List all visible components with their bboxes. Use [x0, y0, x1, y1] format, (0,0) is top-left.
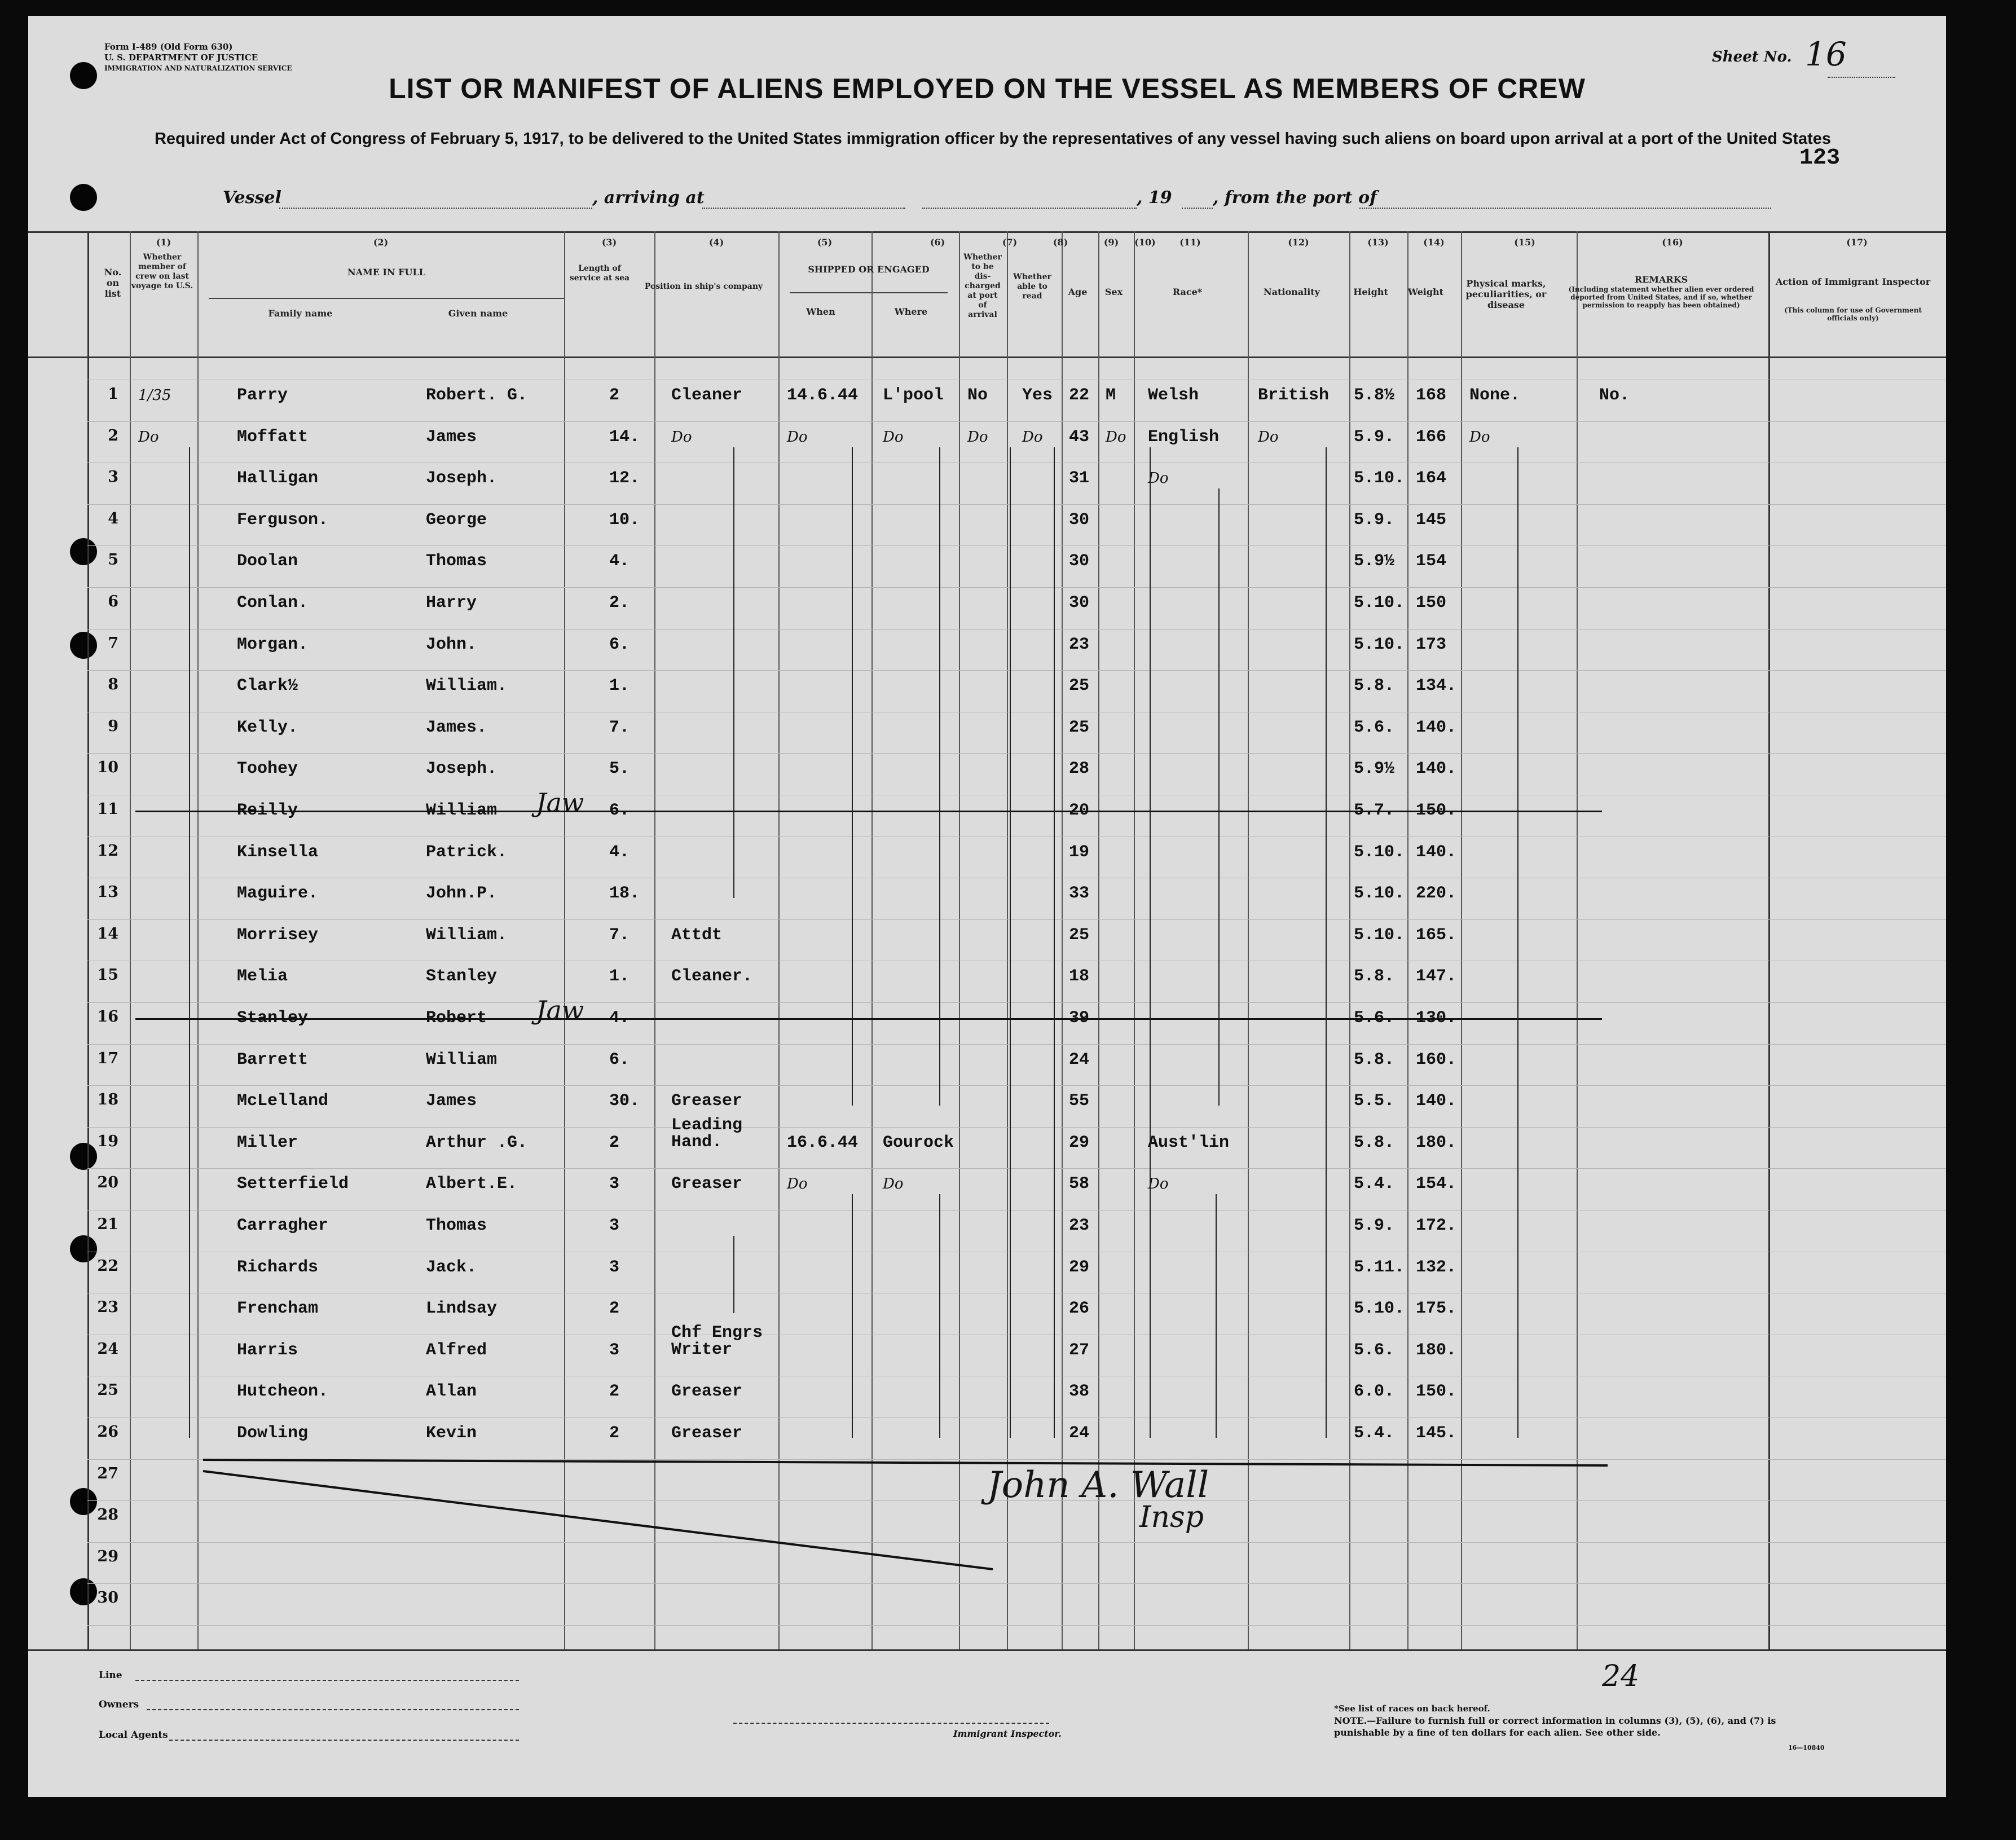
col-last-voyage-header: Whether member of crew on last voyage to U.S.	[131, 253, 193, 290]
col-nationality-header: Nationality	[1264, 287, 1320, 297]
service-length-cell: 2	[609, 1299, 620, 1318]
family-name-cell: Parry	[237, 386, 288, 405]
sheet-number-label: Sheet No.	[1712, 49, 1792, 65]
strike-initials: Jaw	[536, 995, 584, 1025]
family-name-cell: Carragher	[237, 1216, 329, 1235]
weight-cell: 154.	[1416, 1174, 1457, 1194]
weight-cell: 160.	[1416, 1050, 1457, 1069]
race-cell: Welsh	[1148, 386, 1199, 405]
height-cell: 5.4.	[1354, 1424, 1395, 1443]
col-position-header: Position in ship's company	[644, 282, 763, 291]
given-name-cell: William	[426, 1050, 498, 1069]
position-cell: Greaser	[671, 1382, 743, 1401]
height-cell: 5.10.	[1354, 843, 1405, 862]
page-title: LIST OR MANIFEST OF ALIENS EMPLOYED ON THE VESSEL AS MEMBERS OF CREW	[389, 73, 1586, 104]
given-name-cell: Allan	[426, 1382, 477, 1401]
row-number: 20	[97, 1174, 118, 1191]
age-cell: 26	[1069, 1299, 1090, 1318]
service-length-cell: 4.	[609, 843, 630, 862]
family-name-cell: Morgan.	[237, 635, 309, 654]
family-name-cell: Moffatt	[237, 428, 309, 447]
weight-cell: 154	[1416, 552, 1447, 571]
column-number: (10)	[1134, 237, 1156, 248]
position-cell: Chf Engrs Writer	[671, 1323, 763, 1359]
height-cell: 5.7.	[1354, 801, 1395, 820]
row-number: 13	[97, 883, 118, 901]
weight-cell: 140.	[1416, 718, 1457, 737]
family-name-cell: Harris	[237, 1341, 298, 1360]
races-note: *See list of races on back hereof.	[1334, 1703, 1490, 1714]
age-cell: 30	[1069, 510, 1090, 530]
row-number: 2	[108, 427, 118, 444]
service-length-cell: 3	[609, 1258, 620, 1277]
given-name-cell: Lindsay	[426, 1299, 498, 1318]
row-number: 14	[97, 925, 118, 943]
service-length-cell: 2	[609, 1424, 620, 1443]
height-cell: 5.8.	[1354, 1133, 1395, 1152]
closing-diagonal	[203, 1471, 993, 1569]
local-agents-label: Local Agents	[99, 1729, 168, 1741]
family-name-cell: Melia	[237, 967, 288, 986]
position-cell: Greaser	[671, 1174, 743, 1194]
col-shipped-header: SHIPPED OR ENGAGED	[808, 264, 930, 275]
family-name-cell: Ferguson.	[237, 510, 329, 530]
family-name-cell: Toohey	[237, 759, 298, 778]
given-name-cell: Joseph.	[426, 759, 498, 778]
family-name-cell: Setterfield	[237, 1174, 349, 1194]
weight-cell: 132.	[1416, 1258, 1457, 1277]
given-name-cell: Kevin	[426, 1424, 477, 1443]
given-name-cell: Arthur .G.	[426, 1133, 528, 1152]
row-number: 19	[97, 1133, 118, 1150]
service-length-cell: 10.	[609, 510, 640, 530]
sheet-number: 16	[1805, 35, 1847, 73]
position-cell: Cleaner.	[671, 967, 753, 986]
column-number: (16)	[1662, 237, 1683, 248]
col-family-name-header: Family name	[268, 308, 333, 319]
given-name-cell: Joseph.	[426, 469, 498, 488]
row-number: 15	[97, 966, 118, 984]
age-cell: 25	[1069, 718, 1090, 737]
column-number: (3)	[601, 237, 617, 248]
weight-cell: 173	[1416, 635, 1447, 654]
row-number: 18	[97, 1091, 118, 1108]
family-name-cell: Clark½	[237, 676, 298, 695]
height-cell: 5.10.	[1354, 635, 1405, 654]
age-cell: 20	[1069, 801, 1090, 820]
given-name-cell: Robert	[426, 1009, 487, 1028]
age-cell: 29	[1069, 1133, 1090, 1152]
family-name-cell: Conlan.	[237, 593, 309, 613]
height-cell: 5.6.	[1354, 1341, 1395, 1360]
row-number: 8	[108, 676, 118, 693]
inspector-signature-title: Insp	[1139, 1500, 1204, 1534]
service-length-cell: 2.	[609, 593, 630, 613]
vessel-label: Vessel	[223, 188, 281, 208]
given-name-cell: William.	[426, 926, 508, 945]
height-cell: 5.6.	[1354, 1009, 1395, 1028]
height-cell: 5.10.	[1354, 926, 1405, 945]
owners-field	[147, 1709, 519, 1710]
c2-cell: Do	[138, 429, 159, 446]
closing-rule	[203, 1460, 1608, 1465]
physical-marks-cell: None.	[1469, 386, 1521, 405]
col-sex-header: Sex	[1104, 287, 1123, 297]
service-length-cell: 6.	[609, 801, 630, 820]
total-count: 24	[1602, 1659, 1640, 1693]
column-number: (5)	[817, 237, 833, 248]
race-cell: English	[1148, 428, 1220, 447]
row-number: 26	[97, 1423, 118, 1441]
col-when-header: When	[806, 306, 835, 317]
height-cell: 5.9.	[1354, 510, 1395, 530]
row-number: 22	[97, 1257, 118, 1275]
form-id: Form I-489 (Old Form 630)	[104, 42, 233, 52]
row-number: 23	[97, 1298, 118, 1316]
age-cell: 27	[1069, 1341, 1090, 1360]
height-cell: 5.8½	[1354, 386, 1395, 405]
column-number: (11)	[1179, 237, 1201, 248]
inspector-sign-field	[733, 1723, 1049, 1724]
service-length-cell: 1.	[609, 676, 630, 695]
col-race-header: Race*	[1172, 287, 1203, 297]
nationality-cell: Do	[1258, 429, 1279, 446]
col-weight-header: Weight	[1407, 287, 1444, 297]
col-where-header: Where	[894, 306, 928, 317]
service-length-cell: 1.	[609, 967, 630, 986]
weight-cell: 168	[1416, 386, 1447, 405]
weight-cell: 140.	[1416, 843, 1457, 862]
position-cell: Greaser	[671, 1424, 743, 1443]
form-code: 16—10840	[1788, 1744, 1825, 1751]
local-agents-field	[169, 1740, 519, 1741]
position-cell: Do	[671, 429, 692, 446]
family-name-cell: Dowling	[237, 1424, 309, 1443]
service-length-cell: 7.	[609, 926, 630, 945]
column-number: (14)	[1423, 237, 1445, 248]
weight-cell: 130.	[1416, 1009, 1457, 1028]
family-name-cell: Maguire.	[237, 884, 319, 903]
position-cell: Cleaner	[671, 386, 743, 405]
service-length-cell: 7.	[609, 718, 630, 737]
service-length-cell: 6.	[609, 1050, 630, 1069]
column-number: (4)	[708, 237, 724, 248]
col-inspector-header: Action of Immigrant Inspector	[1775, 276, 1931, 287]
c2-cell: 1/35	[138, 387, 171, 404]
given-name-cell: Jack.	[426, 1258, 477, 1277]
col-given-name-header: Given name	[448, 308, 508, 319]
height-cell: 5.9½	[1354, 759, 1395, 778]
col-no-header: No. on list	[104, 267, 122, 299]
age-cell: 24	[1069, 1424, 1090, 1443]
discharged-cell: No	[967, 386, 988, 405]
weight-cell: 140.	[1416, 759, 1457, 778]
closing-marks	[28, 16, 1946, 1797]
row-number: 17	[97, 1050, 118, 1067]
height-cell: 5.8.	[1354, 967, 1395, 986]
weight-cell: 175.	[1416, 1299, 1457, 1318]
row-number: 21	[97, 1216, 118, 1233]
age-cell: 25	[1069, 676, 1090, 695]
weight-cell: 172.	[1416, 1216, 1457, 1235]
col-physical-marks-header: Physical marks, peculiarities, or disease	[1465, 278, 1547, 310]
age-cell: 28	[1069, 759, 1090, 778]
age-cell: 30	[1069, 593, 1090, 613]
age-cell: 43	[1069, 428, 1090, 447]
row-number: 16	[97, 1008, 118, 1025]
shipped-where-cell: Gourock	[883, 1133, 954, 1152]
col-name-header: NAME IN FULL	[347, 267, 425, 278]
service-length-cell: 2	[609, 386, 620, 405]
weight-cell: 145	[1416, 510, 1447, 530]
race-cell: Aust'lin	[1148, 1133, 1230, 1152]
given-name-cell: Robert. G.	[426, 386, 528, 405]
sex-cell: Do	[1106, 429, 1126, 446]
height-cell: 5.5.	[1354, 1091, 1395, 1111]
family-name-cell: Halligan	[237, 469, 319, 488]
given-name-cell: Albert.E.	[426, 1174, 518, 1194]
shipped-when-cell: Do	[787, 429, 808, 446]
given-name-cell: William	[426, 801, 498, 820]
shipped-where-cell: Do	[883, 429, 904, 446]
given-name-cell: John.	[426, 635, 477, 654]
height-cell: 5.9½	[1354, 552, 1395, 571]
page-subtitle: Required under Act of Congress of February 5, 1917, to be delivered to the United States immigration officer by the representatives of any vessel having such aliens on board upon arrival at a port of the United States	[154, 130, 1832, 148]
family-name-cell: Miller	[237, 1133, 298, 1152]
row-number: 30	[97, 1589, 118, 1606]
weight-cell: 150	[1416, 593, 1447, 613]
given-name-cell: Stanley	[426, 967, 498, 986]
row-number: 28	[97, 1506, 118, 1524]
position-cell: Greaser	[671, 1091, 743, 1111]
port-label: , from the port of	[1213, 188, 1377, 208]
race-cell: Do	[1148, 470, 1169, 487]
row-number: 25	[97, 1381, 118, 1399]
penalty-note: NOTE.—Failure to furnish full or correct information in columns (3), (5), (6), and (7) is punishable by a fine of ten dollars for each alien. See other side.	[1334, 1715, 1776, 1738]
service-length-cell: 3	[609, 1174, 620, 1194]
arriving-label: , arriving at	[592, 188, 705, 208]
strike-initials: Jaw	[536, 787, 584, 818]
col-height-header: Height	[1353, 287, 1388, 297]
row-number: 1	[108, 385, 118, 403]
column-number: (15)	[1514, 237, 1535, 248]
row-number: 11	[97, 800, 118, 818]
able-to-read-cell: Do	[1022, 429, 1043, 446]
department: U. S. DEPARTMENT OF JUSTICE	[104, 52, 258, 63]
able-to-read-cell: Yes	[1022, 386, 1053, 405]
race-cell: Do	[1148, 1176, 1169, 1192]
weight-cell: 166	[1416, 428, 1447, 447]
age-cell: 24	[1069, 1050, 1090, 1069]
weight-cell: 150.	[1416, 1382, 1457, 1401]
given-name-cell: Harry	[426, 593, 477, 613]
age-cell: 29	[1069, 1258, 1090, 1277]
row-number: 6	[108, 593, 118, 610]
service-length-cell: 30.	[609, 1091, 640, 1111]
weight-cell: 164	[1416, 469, 1447, 488]
height-cell: 5.8.	[1354, 676, 1395, 695]
height-cell: 5.9.	[1354, 428, 1395, 447]
year-label: , 19	[1137, 188, 1172, 208]
height-cell: 6.0.	[1354, 1382, 1395, 1401]
height-cell: 5.11.	[1354, 1258, 1405, 1277]
service-length-cell: 14.	[609, 428, 640, 447]
age-cell: 23	[1069, 635, 1090, 654]
family-name-cell: Kelly.	[237, 718, 298, 737]
given-name-cell: James	[426, 428, 477, 447]
position-cell: Leading Hand.	[671, 1116, 743, 1152]
inspector-label: Immigrant Inspector.	[953, 1728, 1062, 1739]
row-number: 5	[108, 551, 118, 569]
col-age-header: Age	[1068, 287, 1088, 297]
height-cell: 5.8.	[1354, 1050, 1395, 1069]
family-name-cell: Kinsella	[237, 843, 319, 862]
given-name-cell: James.	[426, 718, 487, 737]
family-name-cell: Doolan	[237, 552, 298, 571]
service-length-cell: 3	[609, 1216, 620, 1235]
manifest-sheet	[28, 16, 1946, 1797]
given-name-cell: William.	[426, 676, 508, 695]
weight-cell: 180.	[1416, 1133, 1457, 1152]
inspector-signature: John A. Wall	[987, 1464, 1209, 1506]
col-service-header: Length of service at sea	[569, 264, 630, 283]
line-field	[135, 1680, 519, 1681]
height-cell: 5.10.	[1354, 1299, 1405, 1318]
page-number: 123	[1799, 146, 1841, 171]
shipped-when-cell: 16.6.44	[787, 1133, 859, 1152]
col-inspector-note: (This column for use of Government officials only)	[1784, 306, 1922, 322]
weight-cell: 140.	[1416, 1091, 1457, 1111]
discharged-cell: Do	[967, 429, 988, 446]
shipped-when-cell: Do	[787, 1176, 808, 1192]
column-number: (2)	[373, 237, 389, 248]
column-number: (12)	[1288, 237, 1309, 248]
given-name-cell: John.P.	[426, 884, 498, 903]
service-length-cell: 2	[609, 1133, 620, 1152]
family-name-cell: Morrisey	[237, 926, 319, 945]
row-number: 10	[97, 759, 118, 776]
family-name-cell: Richards	[237, 1258, 319, 1277]
service-length-cell: 3	[609, 1341, 620, 1360]
column-number: (8)	[1053, 237, 1068, 248]
shipped-where-cell: L'pool	[883, 386, 944, 405]
row-number: 29	[97, 1548, 118, 1565]
service-length-cell: 5.	[609, 759, 630, 778]
column-number: (17)	[1846, 237, 1868, 248]
column-number: (6)	[930, 237, 945, 248]
row-number: 27	[97, 1465, 118, 1482]
age-cell: 33	[1069, 884, 1090, 903]
given-name-cell: Patrick.	[426, 843, 508, 862]
weight-cell: 180.	[1416, 1341, 1457, 1360]
given-name-cell: Thomas	[426, 1216, 487, 1235]
service-length-cell: 4.	[609, 1009, 630, 1028]
age-cell: 58	[1069, 1174, 1090, 1194]
nationality-cell: British	[1258, 386, 1330, 405]
col-read-header: Whether able to read	[1013, 272, 1051, 301]
family-name-cell: Reilly	[237, 801, 298, 820]
age-cell: 19	[1069, 843, 1090, 862]
age-cell: 38	[1069, 1382, 1090, 1401]
col-remarks-header: REMARKS	[1634, 274, 1688, 285]
row-number: 3	[108, 468, 118, 486]
age-cell: 22	[1069, 386, 1090, 405]
weight-cell: 165.	[1416, 926, 1457, 945]
family-name-cell: Barrett	[237, 1050, 309, 1069]
height-cell: 5.10.	[1354, 593, 1405, 613]
age-cell: 18	[1069, 967, 1090, 986]
row-number: 9	[108, 717, 118, 735]
owners-label: Owners	[99, 1699, 139, 1710]
service-length-cell: 12.	[609, 469, 640, 488]
age-cell: 31	[1069, 469, 1090, 488]
service-length-cell: 4.	[609, 552, 630, 571]
remarks-cell: No.	[1599, 386, 1630, 405]
row-number: 12	[97, 842, 118, 860]
weight-cell: 220.	[1416, 884, 1457, 903]
age-cell: 30	[1069, 552, 1090, 571]
height-cell: 5.4.	[1354, 1174, 1395, 1194]
weight-cell: 145.	[1416, 1424, 1457, 1443]
age-cell: 25	[1069, 926, 1090, 945]
weight-cell: 147.	[1416, 967, 1457, 986]
service-length-cell: 2	[609, 1382, 620, 1401]
given-name-cell: Thomas	[426, 552, 487, 571]
family-name-cell: Hutcheon.	[237, 1382, 329, 1401]
family-name-cell: McLelland	[237, 1091, 329, 1111]
height-cell: 5.10.	[1354, 469, 1405, 488]
age-cell: 39	[1069, 1009, 1090, 1028]
weight-cell: 150.	[1416, 801, 1457, 820]
given-name-cell: Alfred	[426, 1341, 487, 1360]
column-number: (1)	[156, 237, 171, 248]
row-number: 24	[97, 1340, 118, 1358]
column-number: (7)	[1002, 237, 1018, 248]
row-number: 7	[108, 635, 118, 652]
shipped-where-cell: Do	[883, 1176, 904, 1192]
family-name-cell: Stanley	[237, 1009, 309, 1028]
given-name-cell: George	[426, 510, 487, 530]
row-number: 4	[108, 510, 118, 527]
physical-marks-cell: Do	[1469, 429, 1490, 446]
given-name-cell: James	[426, 1091, 477, 1111]
service-length-cell: 6.	[609, 635, 630, 654]
family-name-cell: Frencham	[237, 1299, 319, 1318]
shipped-when-cell: 14.6.44	[787, 386, 859, 405]
line-label: Line	[99, 1670, 122, 1681]
column-number: (9)	[1103, 237, 1119, 248]
column-number: (13)	[1367, 237, 1389, 248]
col-discharged-header: Whether to be dis-charged at port of arrival	[963, 253, 1002, 319]
sex-cell: M	[1106, 386, 1116, 405]
col-remarks-note: (Including statement whether alien ever ordered deported from United States, and if so, whether permission to reapply has been obtained)	[1568, 285, 1754, 309]
height-cell: 5.6.	[1354, 718, 1395, 737]
age-cell: 55	[1069, 1091, 1090, 1111]
height-cell: 5.9.	[1354, 1216, 1395, 1235]
position-cell: Attdt	[671, 926, 723, 945]
service: IMMIGRATION AND NATURALIZATION SERVICE	[104, 64, 292, 72]
age-cell: 23	[1069, 1216, 1090, 1235]
height-cell: 5.10.	[1354, 884, 1405, 903]
service-length-cell: 18.	[609, 884, 640, 903]
weight-cell: 134.	[1416, 676, 1457, 695]
